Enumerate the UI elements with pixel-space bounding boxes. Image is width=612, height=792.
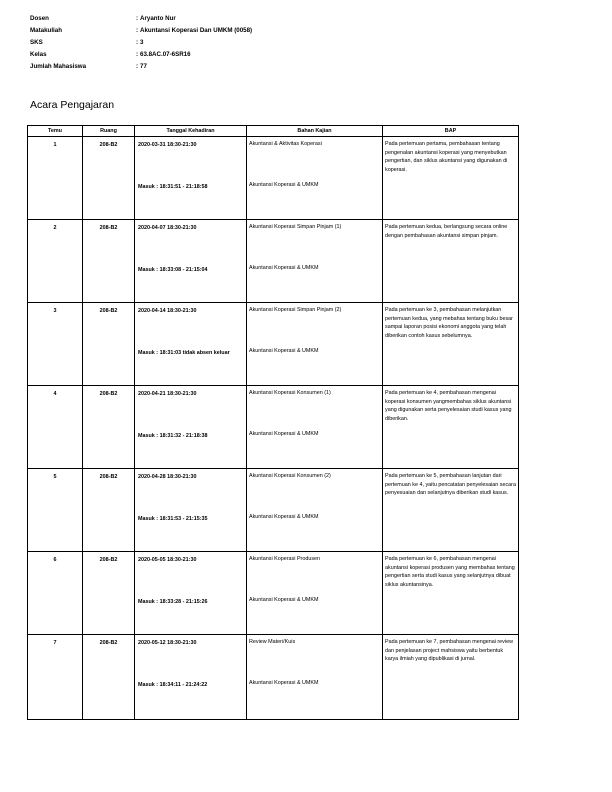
topic: Akuntansi Koperasi Konsumen (2) bbox=[249, 473, 331, 479]
topic: Akuntansi Koperasi Produsen bbox=[249, 556, 321, 562]
table-row bbox=[28, 635, 519, 720]
room-code: 208-B2 bbox=[99, 142, 118, 148]
cell-temu bbox=[28, 469, 83, 552]
temu-number: 6 bbox=[53, 557, 57, 563]
header-ruang: Ruang bbox=[83, 126, 135, 137]
meta-separator: : bbox=[136, 38, 139, 46]
cell-ruang bbox=[83, 220, 135, 303]
course-subject: Akuntansi Koperasi & UMKM bbox=[249, 597, 319, 603]
cell-ruang bbox=[83, 552, 135, 635]
session-date: 2020-04-28 18:30-21:30 bbox=[138, 474, 197, 480]
temu-number: 7 bbox=[53, 640, 57, 646]
cell-bahan bbox=[247, 137, 383, 220]
cell-ruang bbox=[83, 386, 135, 469]
cell-temu bbox=[28, 137, 83, 220]
table-row bbox=[28, 220, 519, 303]
cell-bap bbox=[383, 635, 519, 720]
cell-bap bbox=[383, 303, 519, 386]
meta-row bbox=[30, 60, 252, 72]
course-info bbox=[30, 12, 252, 72]
cell-temu bbox=[28, 635, 83, 720]
course-subject: Akuntansi Koperasi & UMKM bbox=[249, 514, 319, 520]
cell-tanggal bbox=[135, 303, 247, 386]
meta-row bbox=[30, 36, 252, 48]
bap-text: Pada pertemuan ke 3, pembahasan melanjutkan pertemuan kedua, yang mebahas tentang buku besar sampai laporan posisi ekonomi anggota yang telah diberikan contoh kasus sebelumnya. bbox=[385, 307, 513, 339]
course-subject: Akuntansi Koperasi & UMKM bbox=[249, 348, 319, 354]
attendance-time: Masuk : 18:34:11 - 21:24:22 bbox=[138, 682, 208, 688]
header-bahan: Bahan Kajian bbox=[247, 126, 383, 137]
session-date: 2020-05-05 18:30-21:30 bbox=[138, 557, 197, 563]
meta-separator: : bbox=[136, 62, 139, 70]
cell-tanggal bbox=[135, 635, 247, 720]
meta-label: Dosen bbox=[30, 14, 49, 22]
session-date: 2020-04-07 18:30-21:30 bbox=[138, 225, 197, 231]
temu-number: 4 bbox=[53, 391, 57, 397]
attendance-time: Masuk : 18:31:03 tidak absen keluar bbox=[138, 350, 230, 356]
meta-separator: : bbox=[136, 50, 139, 58]
room-code: 208-B2 bbox=[99, 640, 118, 646]
cell-ruang bbox=[83, 635, 135, 720]
attendance-time: Masuk : 18:31:32 - 21:18:38 bbox=[138, 433, 208, 439]
cell-bahan bbox=[247, 303, 383, 386]
attendance-time: Masuk : 18:33:08 - 21:15:04 bbox=[138, 267, 208, 273]
header-temu: Temu bbox=[28, 126, 83, 137]
session-date: 2020-03-31 18:30-21:30 bbox=[138, 142, 197, 148]
meta-label: Jumlah Mahasiswa bbox=[30, 62, 87, 70]
header-tanggal: Tanggal Kehadiran bbox=[135, 126, 247, 137]
cell-bahan bbox=[247, 552, 383, 635]
bap-text: Pada pertemuan kedua, berlangsung secara online dengan pembahasan akuntansi simpan pinjam. bbox=[385, 224, 508, 239]
attendance-time: Masuk : 18:31:53 - 21:15:35 bbox=[138, 516, 208, 522]
table-row bbox=[28, 552, 519, 635]
session-date: 2020-04-14 18:30-21:30 bbox=[138, 308, 197, 314]
header-bap: BAP bbox=[383, 126, 519, 137]
cell-bap bbox=[383, 386, 519, 469]
room-code: 208-B2 bbox=[99, 474, 118, 480]
cell-tanggal bbox=[135, 137, 247, 220]
meta-row bbox=[30, 24, 252, 36]
cell-bap bbox=[383, 220, 519, 303]
cell-bahan bbox=[247, 386, 383, 469]
meta-value: Aryanto Nur bbox=[140, 14, 176, 22]
course-subject: Akuntansi Koperasi & UMKM bbox=[249, 265, 319, 271]
cell-bap bbox=[383, 469, 519, 552]
room-code: 208-B2 bbox=[99, 225, 118, 231]
meta-label: Matakuliah bbox=[30, 26, 62, 34]
temu-number: 3 bbox=[53, 308, 57, 314]
meta-value: 3 bbox=[140, 38, 144, 46]
room-code: 208-B2 bbox=[99, 557, 118, 563]
table-row bbox=[28, 137, 519, 220]
cell-tanggal bbox=[135, 220, 247, 303]
meta-label: SKS bbox=[30, 38, 43, 46]
cell-ruang bbox=[83, 469, 135, 552]
cell-tanggal bbox=[135, 469, 247, 552]
table-row bbox=[28, 303, 519, 386]
cell-temu bbox=[28, 220, 83, 303]
cell-bahan bbox=[247, 635, 383, 720]
cell-bap bbox=[383, 137, 519, 220]
meta-value: 77 bbox=[140, 62, 147, 70]
section-title: Acara Pengajaran bbox=[30, 99, 115, 111]
cell-temu bbox=[28, 303, 83, 386]
temu-number: 1 bbox=[53, 142, 57, 148]
table-header-row bbox=[28, 126, 519, 137]
bap-text: Pada pertemuan ke 5, pembahasan lanjutan dari pertemuan ke 4, yaitu pencatatan penyelesaian secara penyesuaian dan selanjutnya diberikan studi kasus. bbox=[385, 473, 516, 497]
bap-text: Pada pertemuan ke 6, pembahasan mengenai akuntansi koperasi produsen yang membahas tentang pengertian serta studi kasus yang selanjutnya dibuat siklus akuntansinya. bbox=[385, 556, 515, 588]
cell-tanggal bbox=[135, 552, 247, 635]
topic: Akuntansi & Aktivitas Koperasi bbox=[249, 141, 322, 147]
temu-number: 5 bbox=[53, 474, 57, 480]
bap-text: Pada pertemuan pertama, pembahasan tentang pengenalan akuntansi koperasi yang menyebutkan pengertian, dan siklus akuntansi yang digunakan di koperasi. bbox=[385, 141, 508, 173]
session-date: 2020-05-12 18:30-21:30 bbox=[138, 640, 197, 646]
course-subject: Akuntansi Koperasi & UMKM bbox=[249, 680, 319, 686]
room-code: 208-B2 bbox=[99, 391, 118, 397]
meta-row bbox=[30, 12, 252, 24]
topic: Akuntansi Koperasi Konsumen (1) bbox=[249, 390, 331, 396]
topic: Akuntansi Koperasi Simpan Pinjam (2) bbox=[249, 307, 342, 313]
temu-number: 2 bbox=[53, 225, 57, 231]
meta-label: Kelas bbox=[30, 50, 47, 58]
cell-tanggal bbox=[135, 386, 247, 469]
table-row bbox=[28, 469, 519, 552]
meta-row bbox=[30, 48, 252, 60]
cell-bahan bbox=[247, 220, 383, 303]
meta-separator: : bbox=[136, 14, 139, 22]
cell-bap bbox=[383, 552, 519, 635]
meta-separator: : bbox=[136, 26, 139, 34]
cell-temu bbox=[28, 386, 83, 469]
meta-value: Akuntansi Koperasi Dan UMKM (0058) bbox=[140, 26, 253, 34]
bap-text: Pada pertemuan ke 7, pembahasan mengenai review dan penjelasan project mahsiswa yaitu berbentuk karya ilmiah yang dipublikasi di jurnal. bbox=[385, 639, 513, 663]
bap-text: Pada pertemuan ke 4, pembahasan mengenai koperasi konsumen yangmembahas siklus akuntansi yang digunakan serta penyelesaian studi kasus yang diberikan. bbox=[385, 390, 512, 422]
schedule-table bbox=[27, 125, 519, 720]
cell-bahan bbox=[247, 469, 383, 552]
attendance-time: Masuk : 18:33:28 - 21:15:26 bbox=[138, 599, 208, 605]
topic: Akuntansi Koperasi Simpan Pinjam (1) bbox=[249, 224, 342, 230]
attendance-time: Masuk : 18:31:51 - 21:18:58 bbox=[138, 184, 208, 190]
cell-temu bbox=[28, 552, 83, 635]
topic: Review Materi/Kuis bbox=[249, 639, 296, 645]
meta-value: 63.8AC.07-6SR16 bbox=[140, 50, 191, 58]
cell-ruang bbox=[83, 303, 135, 386]
course-subject: Akuntansi Koperasi & UMKM bbox=[249, 182, 319, 188]
room-code: 208-B2 bbox=[99, 308, 118, 314]
cell-ruang bbox=[83, 137, 135, 220]
session-date: 2020-04-21 18:30-21:30 bbox=[138, 391, 197, 397]
course-subject: Akuntansi Koperasi & UMKM bbox=[249, 431, 319, 437]
table-row bbox=[28, 386, 519, 469]
